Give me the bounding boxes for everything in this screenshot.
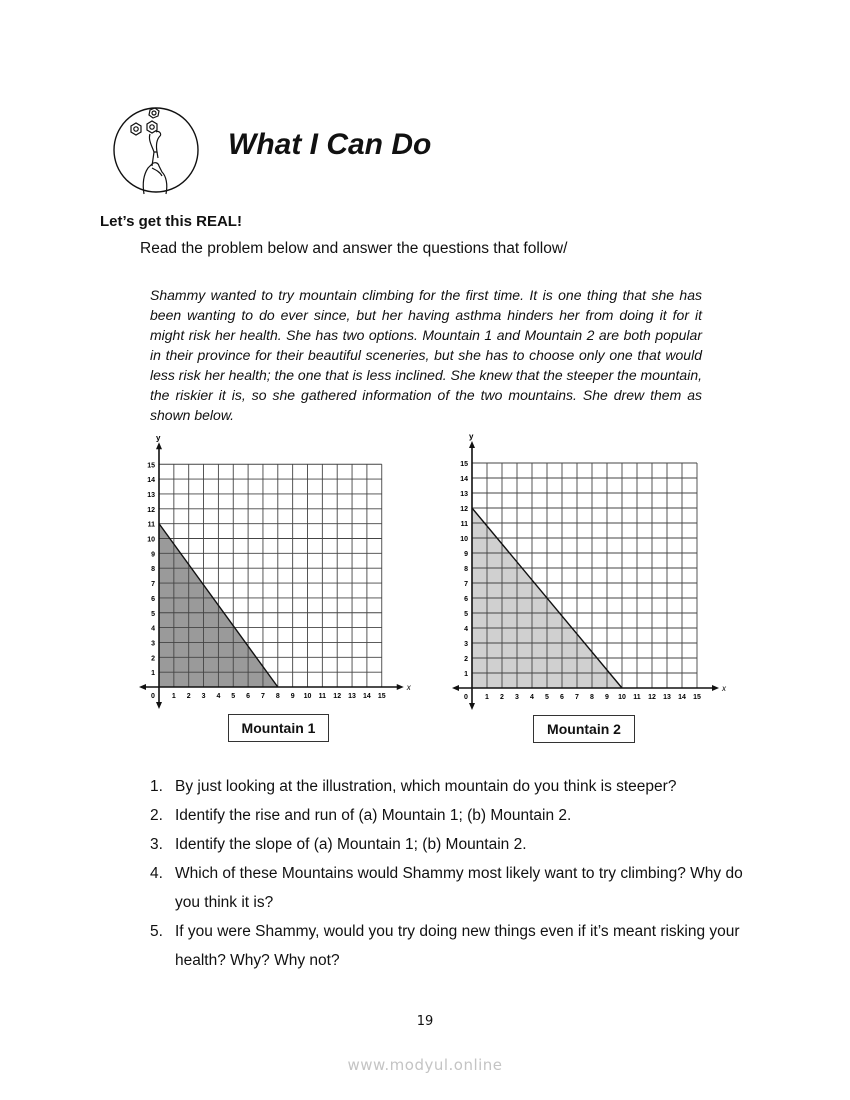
- svg-text:14: 14: [147, 477, 155, 485]
- svg-text:3: 3: [201, 693, 206, 700]
- mountain-2-plot: [450, 432, 730, 711]
- svg-text:7: 7: [575, 694, 579, 701]
- svg-text:15: 15: [377, 693, 386, 700]
- hand-wrench-icon: [112, 106, 200, 194]
- watermark: www.modyul.online: [347, 1056, 503, 1074]
- svg-text:13: 13: [460, 491, 468, 498]
- svg-text:x: x: [722, 684, 726, 693]
- svg-text:2: 2: [186, 693, 191, 700]
- mountain-2-graph: [450, 432, 730, 711]
- svg-text:6: 6: [464, 596, 468, 603]
- svg-text:12: 12: [460, 506, 468, 513]
- svg-text:15: 15: [147, 462, 155, 470]
- svg-text:6: 6: [151, 595, 155, 603]
- svg-text:6: 6: [560, 694, 564, 701]
- page-title: What I Can Do: [228, 128, 432, 161]
- svg-text:11: 11: [318, 693, 327, 700]
- question-item: 3. Identify the slope of (a) Mountain 1; (b) Mountain 2.: [150, 836, 527, 853]
- svg-text:4: 4: [151, 625, 155, 633]
- svg-text:9: 9: [464, 551, 468, 558]
- svg-text:10: 10: [618, 694, 626, 701]
- svg-text:1: 1: [151, 670, 155, 678]
- svg-text:y: y: [469, 432, 474, 441]
- question-item: 1. By just looking at the illustration, which mountain do you think is steeper?: [150, 778, 677, 795]
- svg-text:7: 7: [464, 581, 468, 588]
- svg-text:1: 1: [485, 694, 489, 701]
- svg-text:2: 2: [464, 656, 468, 663]
- svg-text:5: 5: [231, 693, 236, 700]
- section-subheading: Let’s get this REAL!: [100, 213, 242, 230]
- question-item: 5. If you were Shammy, would you try doing new things even if it’s meant risking your health? Why? Why not?: [150, 923, 740, 969]
- svg-text:15: 15: [693, 694, 701, 701]
- svg-text:1: 1: [171, 693, 176, 700]
- instruction-text: Read the problem below and answer the questions that follow/: [140, 240, 568, 257]
- svg-text:6: 6: [246, 693, 251, 700]
- svg-text:8: 8: [464, 566, 468, 573]
- question-item: 4. Which of these Mountains would Shammy most likely want to try climbing? Why do you think it is?: [150, 865, 743, 911]
- svg-text:11: 11: [460, 521, 468, 528]
- svg-text:14: 14: [678, 694, 686, 701]
- mountain-2-label: Mountain 2: [533, 715, 635, 743]
- svg-text:7: 7: [151, 581, 155, 589]
- svg-text:10: 10: [460, 536, 468, 543]
- question-item: 2. Identify the rise and run of (a) Mountain 1; (b) Mountain 2.: [150, 807, 572, 824]
- svg-text:5: 5: [545, 694, 549, 701]
- svg-text:5: 5: [464, 611, 468, 618]
- svg-text:14: 14: [460, 476, 468, 483]
- svg-text:3: 3: [464, 641, 468, 648]
- svg-text:12: 12: [648, 694, 656, 701]
- question-list: [150, 772, 760, 975]
- svg-text:10: 10: [147, 536, 155, 544]
- svg-text:9: 9: [290, 693, 295, 700]
- svg-text:1: 1: [464, 671, 468, 678]
- svg-text:x: x: [406, 683, 411, 692]
- svg-text:11: 11: [633, 694, 641, 701]
- svg-text:12: 12: [147, 506, 155, 514]
- svg-text:8: 8: [151, 566, 155, 574]
- svg-text:0: 0: [464, 694, 468, 701]
- svg-text:13: 13: [348, 693, 356, 700]
- mountain-1-plot: [138, 433, 411, 711]
- problem-story: Shammy wanted to try mountain climbing for the first time. It is one thing that she has been wanting to do ever since, but her having asthma hinders her from doing it for it might risk her health. She has two options. Mountain 1 and Mountain 2 are both popular in their province for their beautiful sceneries, but she has to choose only one that would less risk her health; the one that is less inclined. She knew that the steeper the mountain, the riskier it is, so she gathered information of the two mountains. She drew them as shown below.: [150, 287, 702, 423]
- svg-text:9: 9: [605, 694, 609, 701]
- svg-text:14: 14: [363, 693, 371, 700]
- svg-text:8: 8: [275, 693, 280, 700]
- svg-text:13: 13: [147, 491, 155, 499]
- svg-text:11: 11: [147, 521, 155, 529]
- svg-text:2: 2: [151, 655, 155, 663]
- svg-text:4: 4: [464, 626, 468, 633]
- svg-text:10: 10: [303, 693, 312, 700]
- svg-text:15: 15: [460, 461, 468, 468]
- svg-text:9: 9: [151, 551, 155, 559]
- svg-text:4: 4: [530, 694, 534, 701]
- svg-text:7: 7: [260, 693, 265, 700]
- svg-text:3: 3: [515, 694, 519, 701]
- mountain-1-graph: [138, 433, 411, 711]
- svg-text:5: 5: [151, 610, 155, 618]
- svg-text:4: 4: [216, 693, 221, 700]
- svg-text:y: y: [156, 433, 161, 443]
- svg-text:8: 8: [590, 694, 594, 701]
- svg-text:2: 2: [500, 694, 504, 701]
- page-number: 19: [416, 1014, 434, 1029]
- svg-text:3: 3: [151, 640, 155, 648]
- svg-text:12: 12: [333, 693, 342, 700]
- svg-text:13: 13: [663, 694, 671, 701]
- mountain-1-label: Mountain 1: [228, 714, 329, 742]
- svg-text:0: 0: [151, 693, 155, 700]
